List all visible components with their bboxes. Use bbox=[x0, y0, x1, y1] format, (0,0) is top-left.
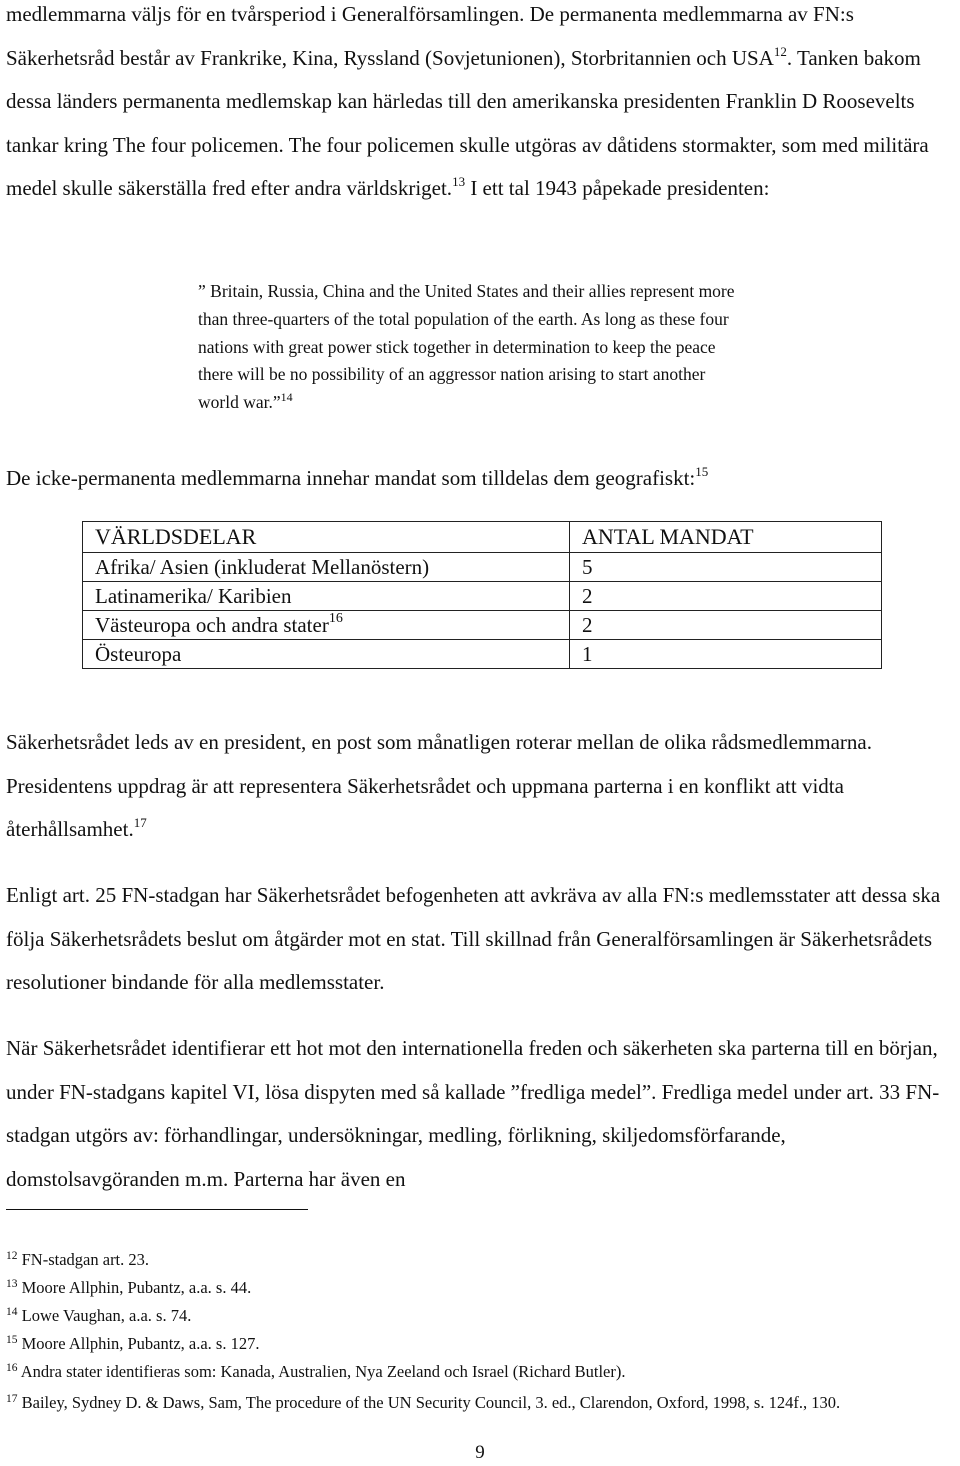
footnote-12 bbox=[6, 1249, 956, 1271]
footnote-text: Andra stater identifieras som: Kanada, Australien, Nya Zeeland och Israel (Richard Butler). bbox=[20, 1362, 626, 1381]
table-row bbox=[83, 640, 882, 669]
footnote-number: 16 bbox=[6, 1362, 18, 1374]
footnote-text: Moore Allphin, Pubantz, a.a. s. 127. bbox=[21, 1334, 260, 1353]
paragraph-president bbox=[6, 721, 956, 852]
footnote-17 bbox=[6, 1389, 956, 1417]
page-number: 9 bbox=[475, 1442, 485, 1463]
footnote-13 bbox=[6, 1277, 956, 1299]
footnote-divider bbox=[6, 1209, 308, 1210]
footnote-ref-13[interactable]: 13 bbox=[452, 174, 466, 189]
region-text: Latinamerika/ Karibien bbox=[95, 583, 292, 608]
paragraph-text: Säkerhetsrådet leds av en president, en post som månatligen roterar mellan de olika rådsmedlemmarna. Presidentens uppdrag är att representera Säkerhetsrådet och uppmana parterna i en konflikt att vidta återhållsamhet. bbox=[6, 730, 872, 841]
region-cell bbox=[83, 640, 570, 669]
footnote-number: 14 bbox=[6, 1306, 18, 1318]
paragraph-permanent-members bbox=[6, 0, 956, 211]
quote-text: ” Britain, Russia, China and the United States and their allies represent more than three-quarters of the total population of the earth. As long as these four nations with great power stick together in determination to keep the peace there will be no possibility of an aggressor nation arising to start another world war.” bbox=[198, 281, 735, 413]
seats-cell: 2 bbox=[570, 582, 882, 611]
header-seats: ANTAL MANDAT bbox=[570, 522, 882, 553]
footnote-number: 15 bbox=[6, 1334, 18, 1346]
table-row bbox=[83, 611, 882, 640]
intro-text: De icke-permanenta medlemmarna innehar mandat som tilldelas dem geografiskt: bbox=[6, 466, 696, 490]
footnote-ref-17[interactable]: 17 bbox=[133, 815, 147, 830]
region-text: Östeuropa bbox=[95, 641, 182, 666]
seats-cell: 2 bbox=[570, 611, 882, 640]
footnote-ref-16[interactable]: 16 bbox=[328, 610, 343, 626]
roosevelt-quote bbox=[198, 278, 738, 417]
footnote-ref-12[interactable]: 12 bbox=[773, 43, 787, 59]
region-cell bbox=[83, 582, 570, 611]
footnote-text: Bailey, Sydney D. & Daws, Sam, The procedure of the UN Security Council, 3. ed., Clarendon, Oxford, 1998, s. 124f., 130. bbox=[21, 1393, 841, 1412]
table-row bbox=[83, 553, 882, 582]
paragraph-text: Enligt art. 25 FN-stadgan har Säkerhetsrådet befogenheten att avkräva av alla FN:s medlemsstater att dessa ska följa Säkerhetsrådets beslut om åtgärder mot en stat. Till skillnad från Generalförsamlingen är Säkerhetsrådets resolutioner bindande för alla medlemsstater. bbox=[6, 883, 941, 994]
table-header-row bbox=[83, 522, 882, 553]
footnote-number: 17 bbox=[6, 1393, 18, 1405]
region-text: Västeuropa och andra stater bbox=[95, 612, 329, 637]
paragraph-text: När Säkerhetsrådet identifierar ett hot mot den internationella freden och säkerheten ska parterna till en början, under FN-stadgans kapitel VI, lösa dispyten med så kallade ”fredliga medel”. Fredliga medel under art. 33 FN-stadgan utgörs av: förhandlingar, undersökningar, medling, förlikning, skiljedomsförfarande, domstolsavgöranden m.m. Parterna har även en bbox=[6, 1036, 940, 1191]
footnote-number: 13 bbox=[6, 1278, 18, 1290]
footnote-ref-14[interactable]: 14 bbox=[280, 390, 293, 405]
seats-cell: 1 bbox=[570, 640, 882, 669]
region-cell bbox=[83, 611, 570, 640]
footnote-16 bbox=[6, 1361, 956, 1383]
non-permanent-intro bbox=[6, 463, 956, 493]
footnote-14 bbox=[6, 1305, 956, 1327]
footnote-text: Lowe Vaughan, a.a. s. 74. bbox=[21, 1306, 192, 1325]
header-region: VÄRLDSDELAR bbox=[83, 522, 570, 553]
region-cell bbox=[83, 553, 570, 582]
footnote-number: 12 bbox=[6, 1250, 18, 1262]
footnote-15 bbox=[6, 1333, 956, 1355]
seats-cell: 5 bbox=[570, 553, 882, 582]
paragraph-text: . Tanken bakom dessa länders permanenta medlemskap kan härledas till den amerikanska presidenten Franklin D Roosevelts tankar kring The four policemen. The four policemen skulle utgöras av dåtidens stormakter, som med militära medel skulle säkerställa fred efter andra världskriget. bbox=[6, 45, 929, 200]
footnote-text: Moore Allphin, Pubantz, a.a. s. 44. bbox=[21, 1278, 252, 1297]
paragraph-text: I ett tal 1943 påpekade presidenten: bbox=[465, 176, 770, 200]
footnote-text: FN-stadgan art. 23. bbox=[21, 1250, 150, 1269]
table-row bbox=[83, 582, 882, 611]
seat-allocation-table bbox=[82, 521, 882, 669]
region-text: Afrika/ Asien (inkluderat Mellanöstern) bbox=[95, 554, 430, 579]
footnote-ref-15[interactable]: 15 bbox=[695, 464, 709, 479]
paragraph-article-25 bbox=[6, 874, 956, 1005]
paragraph-peaceful-means bbox=[6, 1027, 956, 1201]
paragraph-text: medlemmarna väljs för en tvårsperiod i Generalförsamlingen. De permanenta medlemmarna av FN:s Säkerhetsråd består av Frankrike, Kina, Ryssland (Sovjetunionen), Storbritannien och USA bbox=[6, 2, 854, 70]
